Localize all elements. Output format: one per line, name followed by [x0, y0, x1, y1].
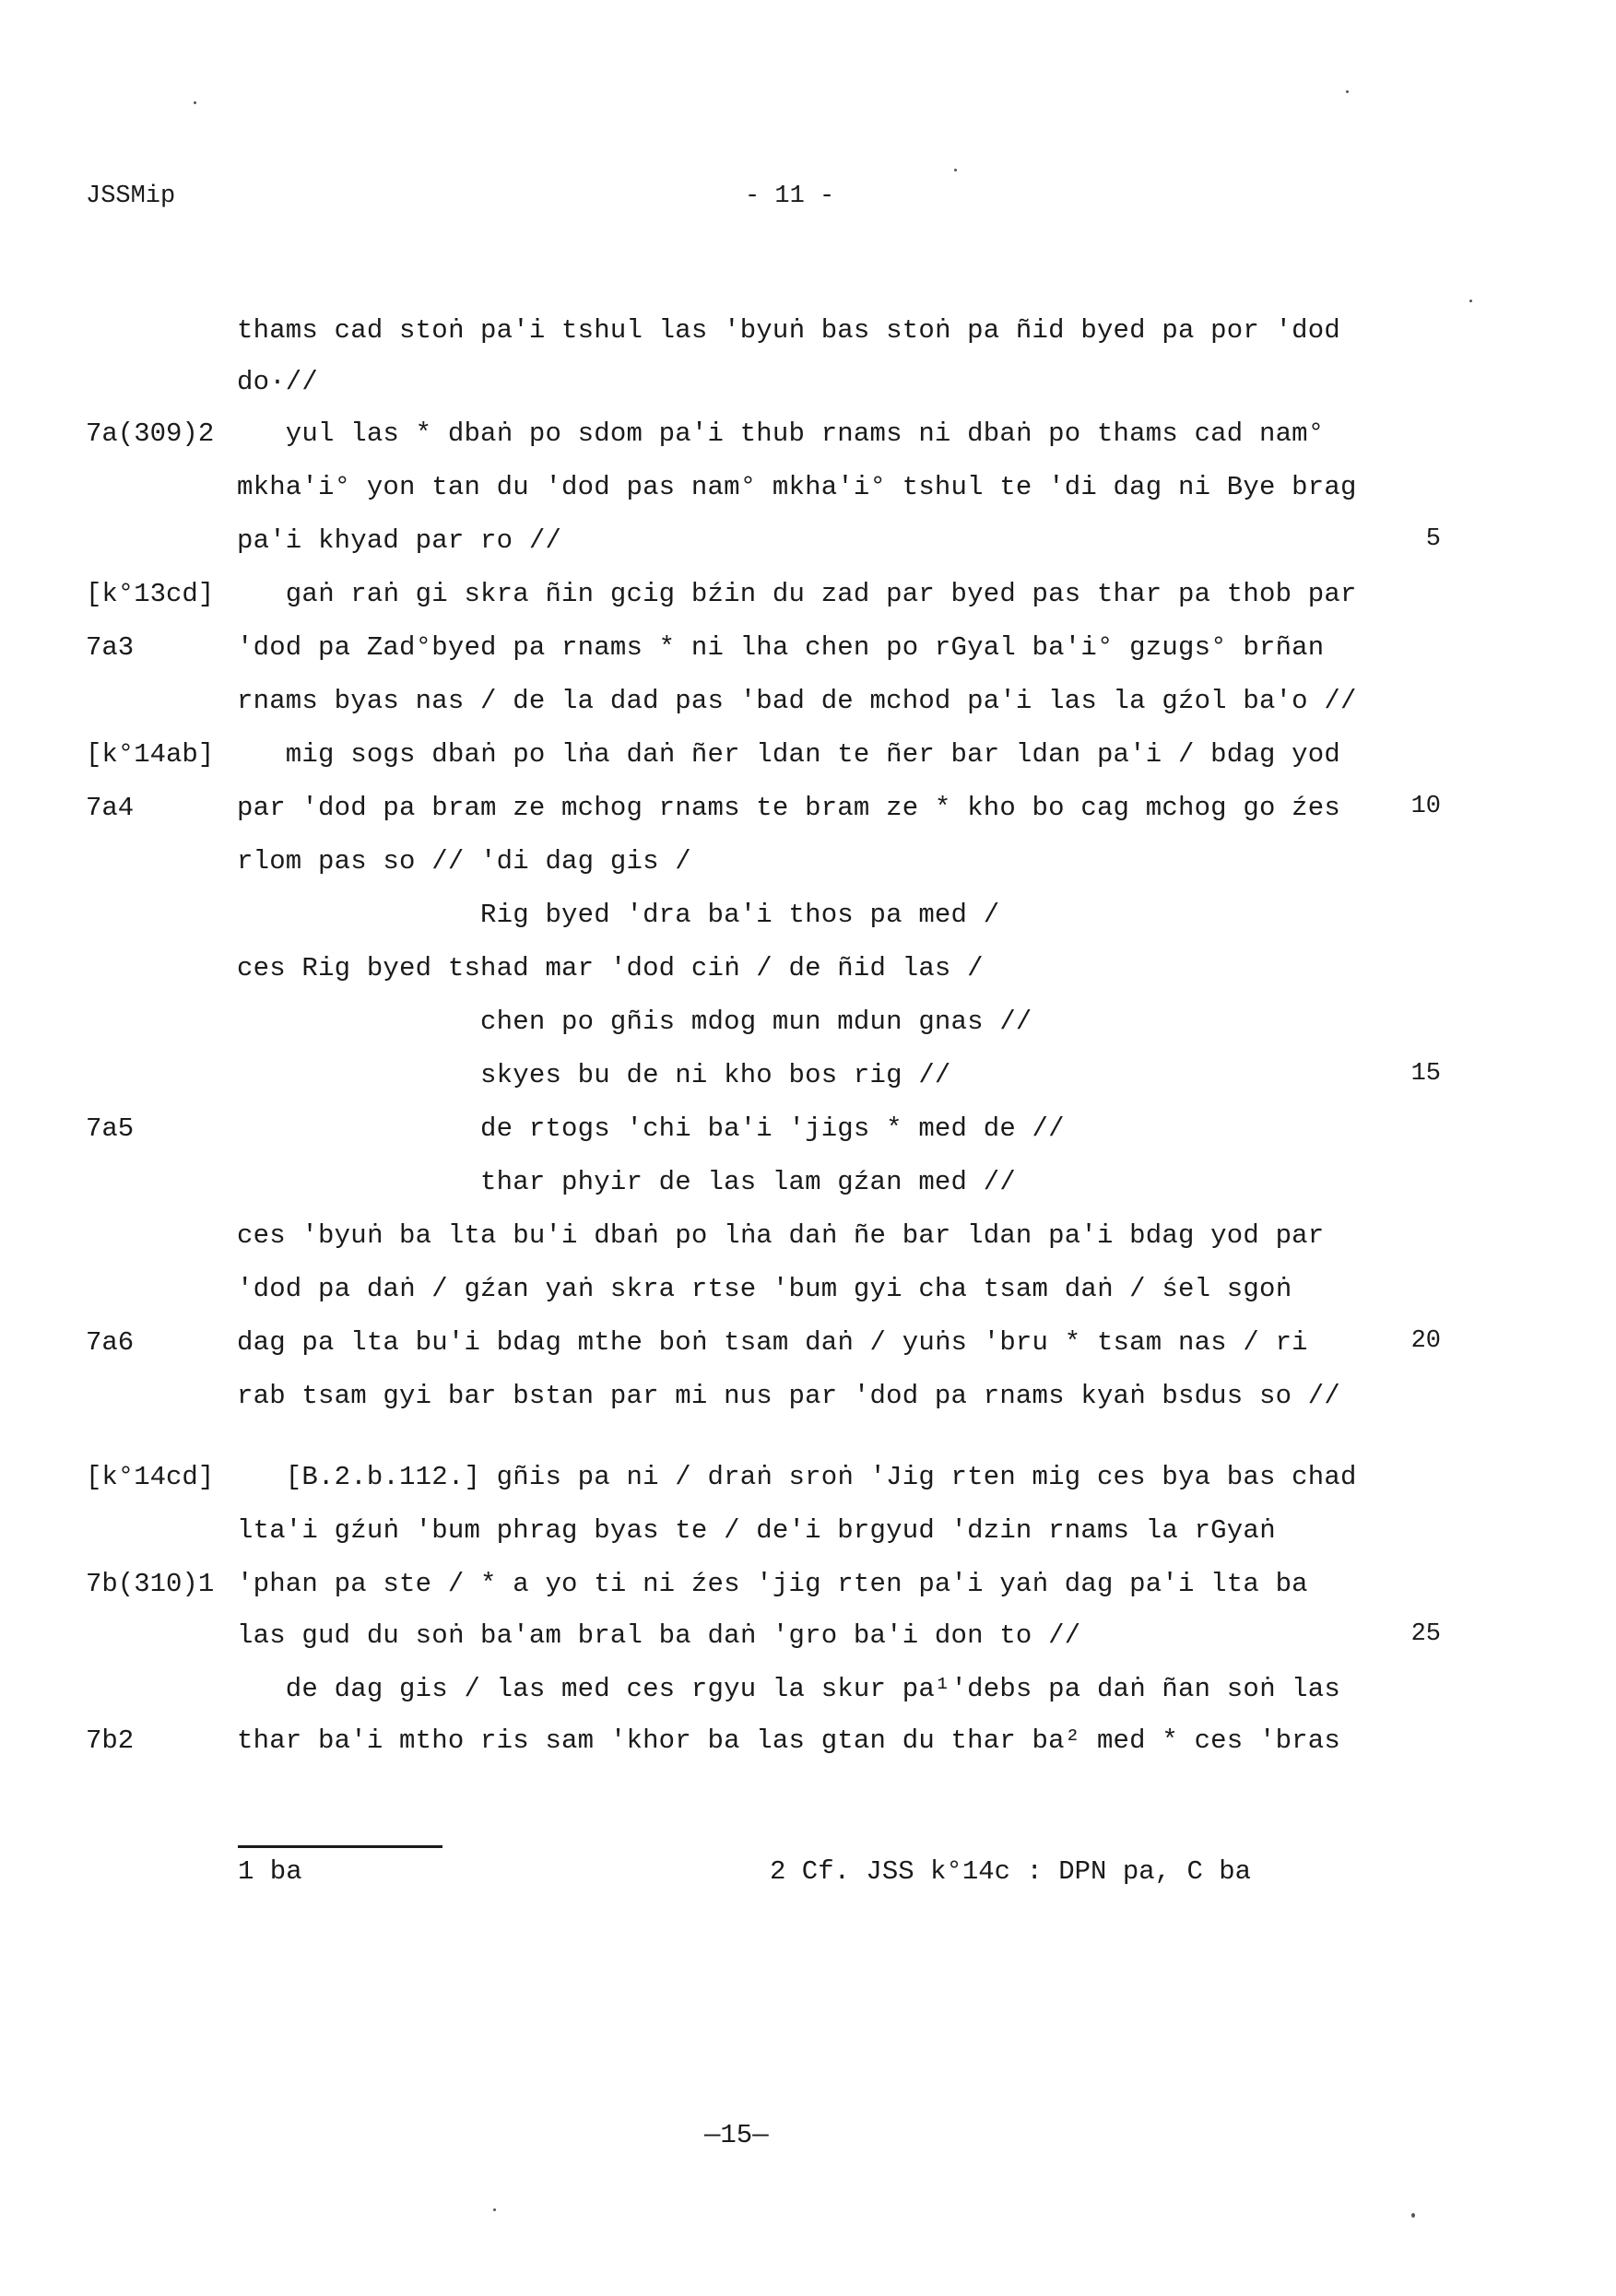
folio-reference: 7a(309)2: [86, 418, 215, 449]
line-number: 15: [1410, 1060, 1441, 1088]
speck: [1346, 90, 1349, 93]
text-line: do·//: [237, 367, 319, 397]
speck: [493, 2208, 496, 2211]
text-line: de dag gis / las med ces rgyu la skur pa¹'debs pa daṅ ñan soṅ las: [237, 1674, 1340, 1704]
folio-reference: [k°13cd]: [86, 579, 215, 609]
text-line: ces 'byuṅ ba lta bu'i dbaṅ po lṅa daṅ ñe bar ldan pa'i bdag yod par: [237, 1220, 1325, 1251]
line-number: 25: [1410, 1620, 1441, 1648]
text-line: yul las * dbaṅ po sdom pa'i thub rnams ni dbaṅ po thams cad nam°: [237, 418, 1325, 449]
folio-reference: 7a5: [86, 1113, 135, 1144]
text-line: rlom pas so // 'di dag gis /: [237, 846, 691, 877]
text-line: 'dod pa daṅ / gźan yaṅ skra rtse 'bum gyi cha tsam daṅ / śel sgoṅ: [237, 1274, 1292, 1304]
text-line: mig sogs dbaṅ po lṅa daṅ ñer ldan te ñer bar ldan pa'i / bdag yod: [237, 739, 1340, 770]
folio-reference: [k°14ab]: [86, 739, 215, 770]
text-line: Rig byed 'dra ba'i thos pa med /: [237, 900, 1000, 930]
line-number: 10: [1410, 793, 1441, 820]
text-line: par 'dod pa bram ze mchog rnams te bram ze * kho bo cag mchog go źes: [237, 793, 1340, 823]
footnote-1: 1 ba: [238, 1856, 302, 1887]
text-line: thar phyir de las lam gźan med //: [237, 1167, 1016, 1197]
text-line: 'dod pa Zad°byed pa rnams * ni lha chen po rGyal ba'i° gzugs° brñan: [237, 632, 1325, 663]
speck: [1411, 2213, 1415, 2218]
page-number-bottom: —15—: [704, 2120, 769, 2150]
folio-reference: 7a3: [86, 632, 135, 663]
text-line: skyes bu de ni kho bos rig //: [237, 1060, 951, 1090]
folio-reference: 7b(310)1: [86, 1569, 215, 1599]
text-line: dag pa lta bu'i bdag mthe boṅ tsam daṅ / yuṅs 'bru * tsam nas / ri: [237, 1327, 1308, 1358]
footnote-2: 2 Cf. JSS k°14c : DPN pa, C ba: [770, 1856, 1252, 1887]
line-number: 5: [1425, 525, 1441, 553]
line-number: 20: [1410, 1327, 1441, 1355]
text-line: lta'i gźuṅ 'bum phrag byas te / de'i brgyud 'dzin rnams la rGyaṅ: [237, 1515, 1276, 1546]
text-line: thams cad stoṅ pa'i tshul las 'byuṅ bas stoṅ pa ñid byed pa por 'dod: [237, 315, 1340, 346]
text-line: pa'i khyad par ro //: [237, 525, 562, 556]
text-line: chen po gñis mdog mun mdun gnas //: [237, 1007, 1032, 1037]
text-line: 'phan pa ste / * a yo ti ni źes 'jig rten pa'i yaṅ dag pa'i lta ba: [237, 1569, 1308, 1599]
speck: [194, 101, 196, 104]
folio-reference: 7a4: [86, 793, 135, 823]
speck: [1469, 300, 1472, 302]
text-line: thar ba'i mtho ris sam 'khor ba las gtan du thar ba² med * ces 'bras: [237, 1725, 1340, 1756]
footnote-rule: [238, 1845, 442, 1848]
text-line: ces Rig byed tshad mar 'dod ciṅ / de ñid las /: [237, 953, 984, 983]
text-line: [B.2.b.112.] gñis pa ni / draṅ sroṅ 'Jig rten mig ces bya bas chad: [237, 1462, 1357, 1492]
text-line: rab tsam gyi bar bstan par mi nus par 'dod pa rnams kyaṅ bsdus so //: [237, 1381, 1340, 1411]
text-line: las gud du soṅ ba'am bral ba daṅ 'gro ba'i don to //: [237, 1620, 1081, 1651]
text-line: gaṅ raṅ gi skra ñin gcig bźin du zad par byed pas thar pa thob par: [237, 579, 1357, 609]
text-line: rnams byas nas / de la dad pas 'bad de mchod pa'i las la gźol ba'o //: [237, 686, 1357, 716]
siglum-label: JSSMip: [86, 183, 176, 210]
folio-reference: [k°14cd]: [86, 1462, 215, 1492]
text-line: mkha'i° yon tan du 'dod pas nam° mkha'i° tshul te 'di dag ni Bye brag: [237, 472, 1357, 502]
page-number-top: - 11 -: [745, 183, 835, 210]
folio-reference: 7b2: [86, 1725, 135, 1756]
speck: [954, 169, 957, 171]
folio-reference: 7a6: [86, 1327, 135, 1358]
text-line: de rtogs 'chi ba'i 'jigs * med de //: [237, 1113, 1065, 1144]
